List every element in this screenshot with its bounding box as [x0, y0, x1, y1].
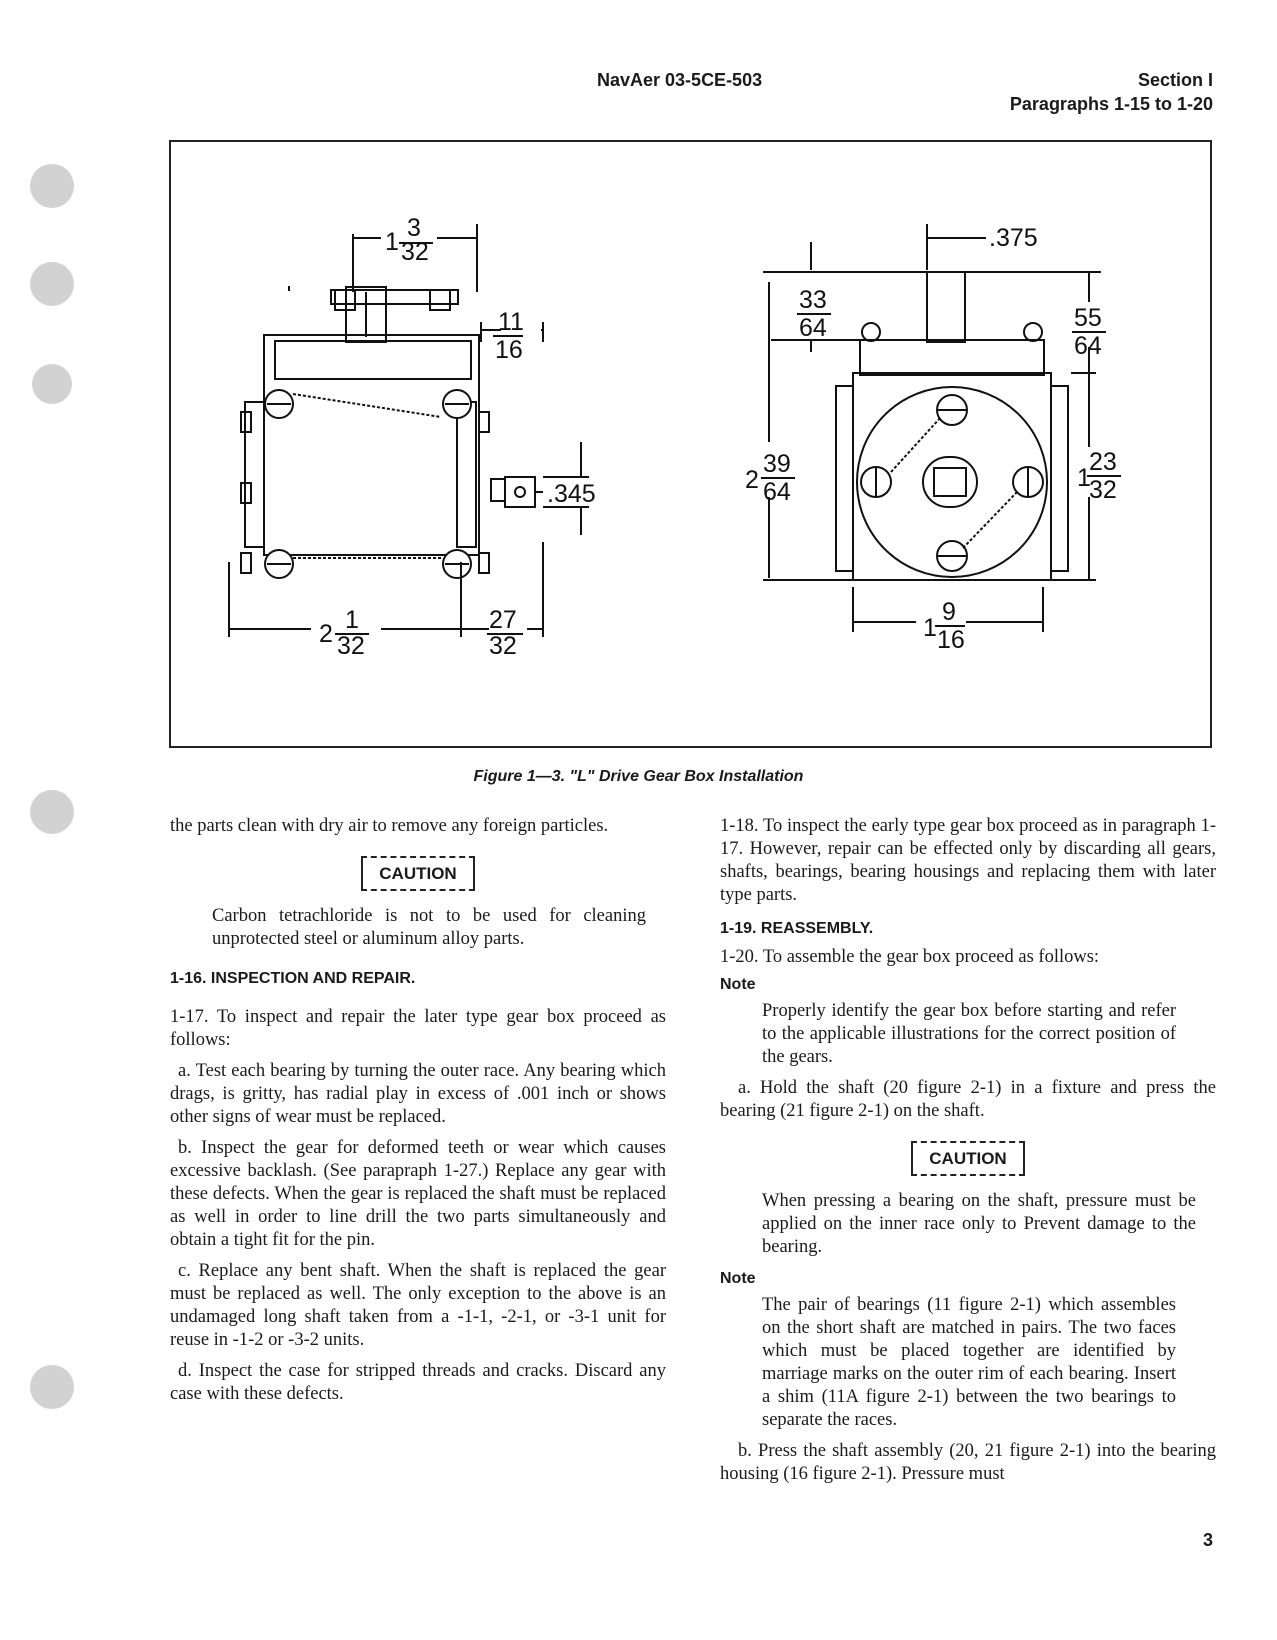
paragraph: d. Inspect the case for stripped threads and cracks. Discard any case with these defects.	[170, 1361, 666, 1404]
paragraph: b. Inspect the gear for deformed teeth or wear which causes excessive backlash. (See parapraph 1-27.) Replace any gear with these defects. When the gear is replaced the shaft must be replaced as well in order to line drill the two parts simultaneously and obtain a tight fit for the pin.	[170, 1138, 666, 1250]
dim-bottom-right-num: 27	[489, 606, 517, 634]
dim-bottom-right-view-den: 16	[937, 626, 965, 654]
caution-label: CAUTION	[911, 1141, 1024, 1176]
note-text: Properly identify the gear box before starting and refer to the applicable illustrations for the correct position of the gears.	[762, 1001, 1176, 1067]
note-label: Note	[720, 976, 756, 993]
caution-text: Carbon tetrachloride is not to be used for cleaning unprotected steel or aluminum alloy parts.	[212, 906, 646, 949]
dim-bottom-den: 32	[337, 632, 365, 660]
paragraph: 1-20. To assemble the gear box proceed as follows:	[720, 947, 1100, 967]
caution-text: When pressing a bearing on the shaft, pressure must be applied on the inner race only to Prevent damage to the bearing.	[762, 1191, 1196, 1257]
left-view	[229, 224, 589, 637]
binder-hole	[30, 790, 74, 834]
dim-top-num: 3	[407, 214, 421, 242]
dim-right-top-num: 55	[1074, 304, 1102, 332]
left-column	[170, 815, 666, 1406]
dim-right-num: 23	[1089, 448, 1117, 476]
dim-left-whole: 2	[745, 466, 759, 494]
dim-right-top-den: 64	[1074, 332, 1102, 360]
right-column	[720, 815, 1216, 1486]
dim-left-top-num: 33	[799, 286, 827, 314]
caution-box	[170, 856, 666, 891]
dim-left-den: 64	[763, 478, 791, 506]
dim-bottom-right-den: 32	[489, 632, 517, 660]
dim-top-den: 32	[401, 238, 429, 266]
dim-right-den: 32	[1089, 476, 1117, 504]
dim-right-whole: 1	[1077, 464, 1091, 492]
section-heading: 1-19. REASSEMBLY.	[720, 920, 874, 937]
dim-top-375: .375	[989, 224, 1038, 252]
dim-right-345: .345	[547, 480, 596, 508]
dim-bottom-right-view-num: 9	[942, 598, 956, 626]
dim-top-whole: 1	[385, 228, 399, 256]
paragraph: the parts clean with dry air to remove any foreign particles.	[170, 816, 609, 836]
paragraph: c. Replace any bent shaft. When the shaft is replaced the gear must be replaced as well. The only exception to the above is an undamaged long shaft taken from a -1-1, -2-1, or -3-1 unit for reuse in -1-2 or -3-2 units.	[170, 1261, 666, 1350]
paragraph: a. Hold the shaft (20 figure 2-1) in a fixture and press the bearing (21 figure 2-1) on the shaft.	[720, 1078, 1216, 1121]
doc-number: NavAer 03-5CE-503	[597, 70, 763, 90]
note-text: The pair of bearings (11 figure 2-1) which assembles on the short shaft are matched in pairs. The two faces which must be placed together are identified by marriage marks on the outer rim of each bearing. Insert a shim (11A figure 2-1) between the two bearings to separate the races.	[762, 1295, 1176, 1430]
dim-bottom-right-view-whole: 1	[923, 614, 937, 642]
dim-bottom-whole: 2	[319, 620, 333, 648]
paragraph: a. Test each bearing by turning the outer race. Any bearing which drags, is gritty, has radial play in excess of .001 inch or shows other signs of wear must be replaced.	[170, 1061, 666, 1127]
paragraph: b. Press the shaft assembly (20, 21 figure 2-1) into the bearing housing (16 figure 2-1). Pressure must	[720, 1441, 1216, 1484]
dim-side-den: 16	[495, 336, 523, 364]
dim-side-num: 11	[498, 308, 524, 336]
binder-hole	[30, 262, 74, 306]
caution-box	[720, 1141, 1216, 1176]
caution-label: CAUTION	[361, 856, 474, 891]
paragraph: 1-17. To inspect and repair the later type gear box proceed as follows:	[170, 1007, 666, 1050]
gear-box-drawing	[171, 142, 1214, 750]
paragraph-range: Paragraphs 1-15 to 1-20	[1009, 94, 1213, 114]
section-label: Section I	[1137, 70, 1213, 90]
dim-left-top-den: 64	[799, 314, 827, 342]
note-label: Note	[720, 1270, 756, 1287]
dim-bottom-num: 1	[345, 606, 359, 634]
section-heading: 1-16. INSPECTION AND REPAIR.	[170, 970, 416, 987]
paragraph: 1-18. To inspect the early type gear box proceed as in paragraph 1-17. However, repair can be effected only by discarding all gears, shafts, bearings, bearing housings and replacing them with later type parts.	[720, 816, 1216, 905]
binder-hole	[32, 364, 72, 404]
figure-frame	[169, 140, 1212, 748]
binder-hole	[30, 164, 74, 208]
figure-caption: Figure 1—3. "L" Drive Gear Box Installation	[473, 768, 804, 785]
dim-left-num: 39	[763, 450, 791, 478]
page-number: 3	[1202, 1530, 1213, 1550]
binder-hole	[30, 1365, 74, 1409]
